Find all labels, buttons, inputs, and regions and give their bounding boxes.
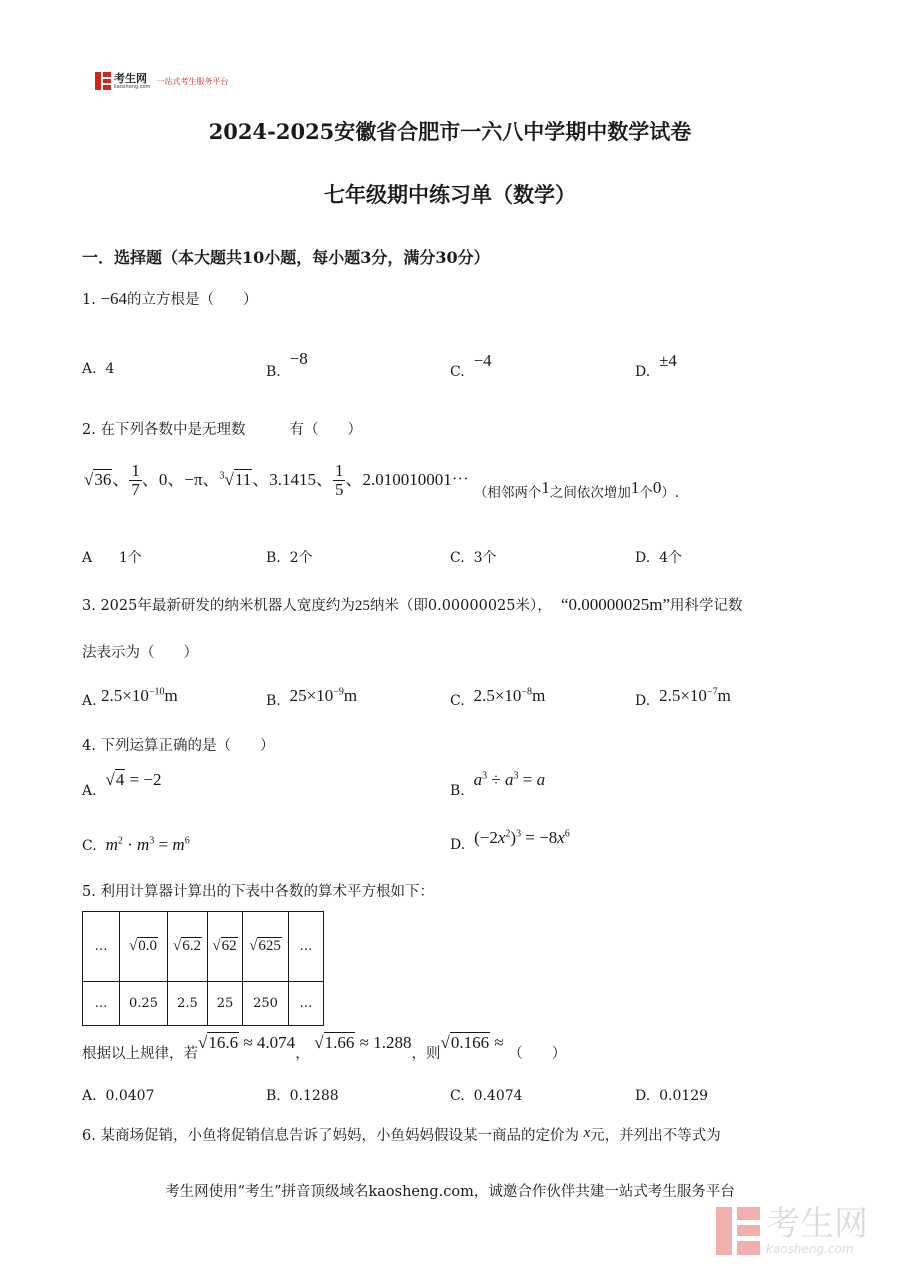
q1-option-b[interactable]: B. −8 bbox=[266, 349, 308, 380]
q1-text: 的立方根是（ ） bbox=[127, 292, 258, 308]
q1-option-d[interactable]: D. ±4 bbox=[635, 351, 677, 380]
question-2 bbox=[82, 418, 362, 439]
header-logo bbox=[95, 72, 228, 90]
table-cell: 2.5 bbox=[168, 982, 208, 1026]
logo-domain: kaosheng.com bbox=[114, 83, 151, 90]
watermark-domain: kaosheng.com bbox=[766, 1242, 854, 1256]
question-5: 5. 利用计算器计算出的下表中各数的算术平方根如下： bbox=[82, 884, 434, 900]
q4-option-a[interactable]: A. √4 = −2 bbox=[82, 770, 162, 799]
q2-option-d[interactable]: D. 4个 bbox=[635, 550, 683, 566]
logo-slogan: 一站式考生服务平台 bbox=[156, 76, 229, 86]
question-4: 4. 下列运算正确的是（ ） bbox=[82, 738, 275, 754]
logo-name: 考生网 bbox=[114, 71, 147, 85]
table-cell: 0.25 bbox=[120, 982, 168, 1026]
page-footer: 考生网使用“考生”拼音顶级域名kaosheng.com，诚邀合作伙伴共建一站式考生服务平台 bbox=[165, 1184, 735, 1200]
q2-text-end: 有（ ） bbox=[289, 422, 362, 438]
q3-option-c[interactable]: C. $2.5\times 10^{-8}m$ bbox=[450, 686, 546, 709]
q1-option-c[interactable]: C. −4 bbox=[450, 351, 492, 380]
table-cell: … bbox=[289, 982, 324, 1026]
watermark-logo-icon bbox=[716, 1207, 760, 1255]
logo-icon bbox=[95, 72, 111, 90]
question-3: 3. 2025年最新研发的纳米机器人宽度约为25纳米（即0.00000025米）， “0.00000025m”用科学记数 bbox=[82, 595, 743, 614]
table-cell: 25 bbox=[208, 982, 243, 1026]
table-cell: … bbox=[289, 912, 324, 982]
q5-option-a[interactable]: A. 0.0407 bbox=[82, 1088, 155, 1104]
question-1 bbox=[82, 288, 258, 309]
table-cell: √0.0 bbox=[120, 912, 168, 982]
q4-option-d[interactable]: D. $(-2x^2)^3 = -8x^6$ bbox=[450, 828, 570, 853]
table-cell: … bbox=[83, 982, 120, 1026]
document-subtitle: 七年级期中练习单（数学） bbox=[324, 182, 576, 207]
q1-number: 1. bbox=[82, 292, 96, 308]
q2-number: 2. bbox=[82, 422, 96, 438]
q5-option-b[interactable]: B. 0.1288 bbox=[266, 1088, 339, 1104]
q2-option-a[interactable]: A 1个 bbox=[82, 550, 142, 566]
q2-option-b[interactable]: B. 2个 bbox=[266, 550, 313, 566]
q1-option-a[interactable]: A. 4 bbox=[82, 361, 115, 377]
table-cell: √625 bbox=[243, 912, 289, 982]
table-row bbox=[83, 982, 324, 1026]
question-3-line-2: 法表示为（ ） bbox=[82, 645, 198, 661]
q5-option-d[interactable]: D. 0.0129 bbox=[635, 1088, 709, 1104]
document-title: 2024-2025安徽省合肥市一六八中学期中数学试卷 bbox=[208, 119, 692, 144]
q5-rule: 根据以上规律，若√16.6 ≈ 4.074， √1.66 ≈ 1.288，则√0.166 ≈ （ ） bbox=[82, 1033, 567, 1062]
sqrt-table bbox=[82, 911, 324, 1026]
q2-text: 在下列各数中是无理数 bbox=[100, 422, 246, 438]
watermark bbox=[716, 1206, 868, 1256]
question-6: 6. 某商场促销，小鱼将促销信息告诉了妈妈，小鱼妈妈假设某一商品的定价为 x元，并列出不等式为 bbox=[82, 1125, 721, 1144]
table-row bbox=[83, 912, 324, 982]
q4-option-c[interactable]: C. $m^2 \cdot m^3 = m^6$ bbox=[82, 835, 190, 854]
q3-option-d[interactable]: D. $2.5\times 10^{-7}m$ bbox=[635, 686, 731, 709]
q4-option-b[interactable]: B. $a^3 \div a^3 = a$ bbox=[450, 770, 546, 799]
section-heading: 一．选择题（本大题共10小题，每小题3分，满分30分） bbox=[82, 248, 490, 267]
q2-number-list: √36、 $\frac{1}{7}$ 、0、−π、$^3$√11、3.1415、 $\frac{1}{5}$ 、2.010010001⋯ $_{(相邻两个1之间依次增加1个0).}$ bbox=[84, 461, 680, 501]
table-cell: … bbox=[83, 912, 120, 982]
table-cell: √6.2 bbox=[168, 912, 208, 982]
q1-expression: −64 bbox=[100, 289, 128, 308]
q3-option-b[interactable]: B. $25\times 10^{-9}m$ bbox=[266, 686, 358, 709]
table-cell: 250 bbox=[243, 982, 289, 1026]
q3-option-a[interactable]: A. $2.5\times 10^{-10}m$ bbox=[82, 686, 178, 709]
q2-option-c[interactable]: C. 3个 bbox=[450, 550, 497, 566]
watermark-name: 考生网 bbox=[766, 1204, 868, 1244]
table-cell: √62 bbox=[208, 912, 243, 982]
q5-option-c[interactable]: C. 0.4074 bbox=[450, 1088, 523, 1104]
